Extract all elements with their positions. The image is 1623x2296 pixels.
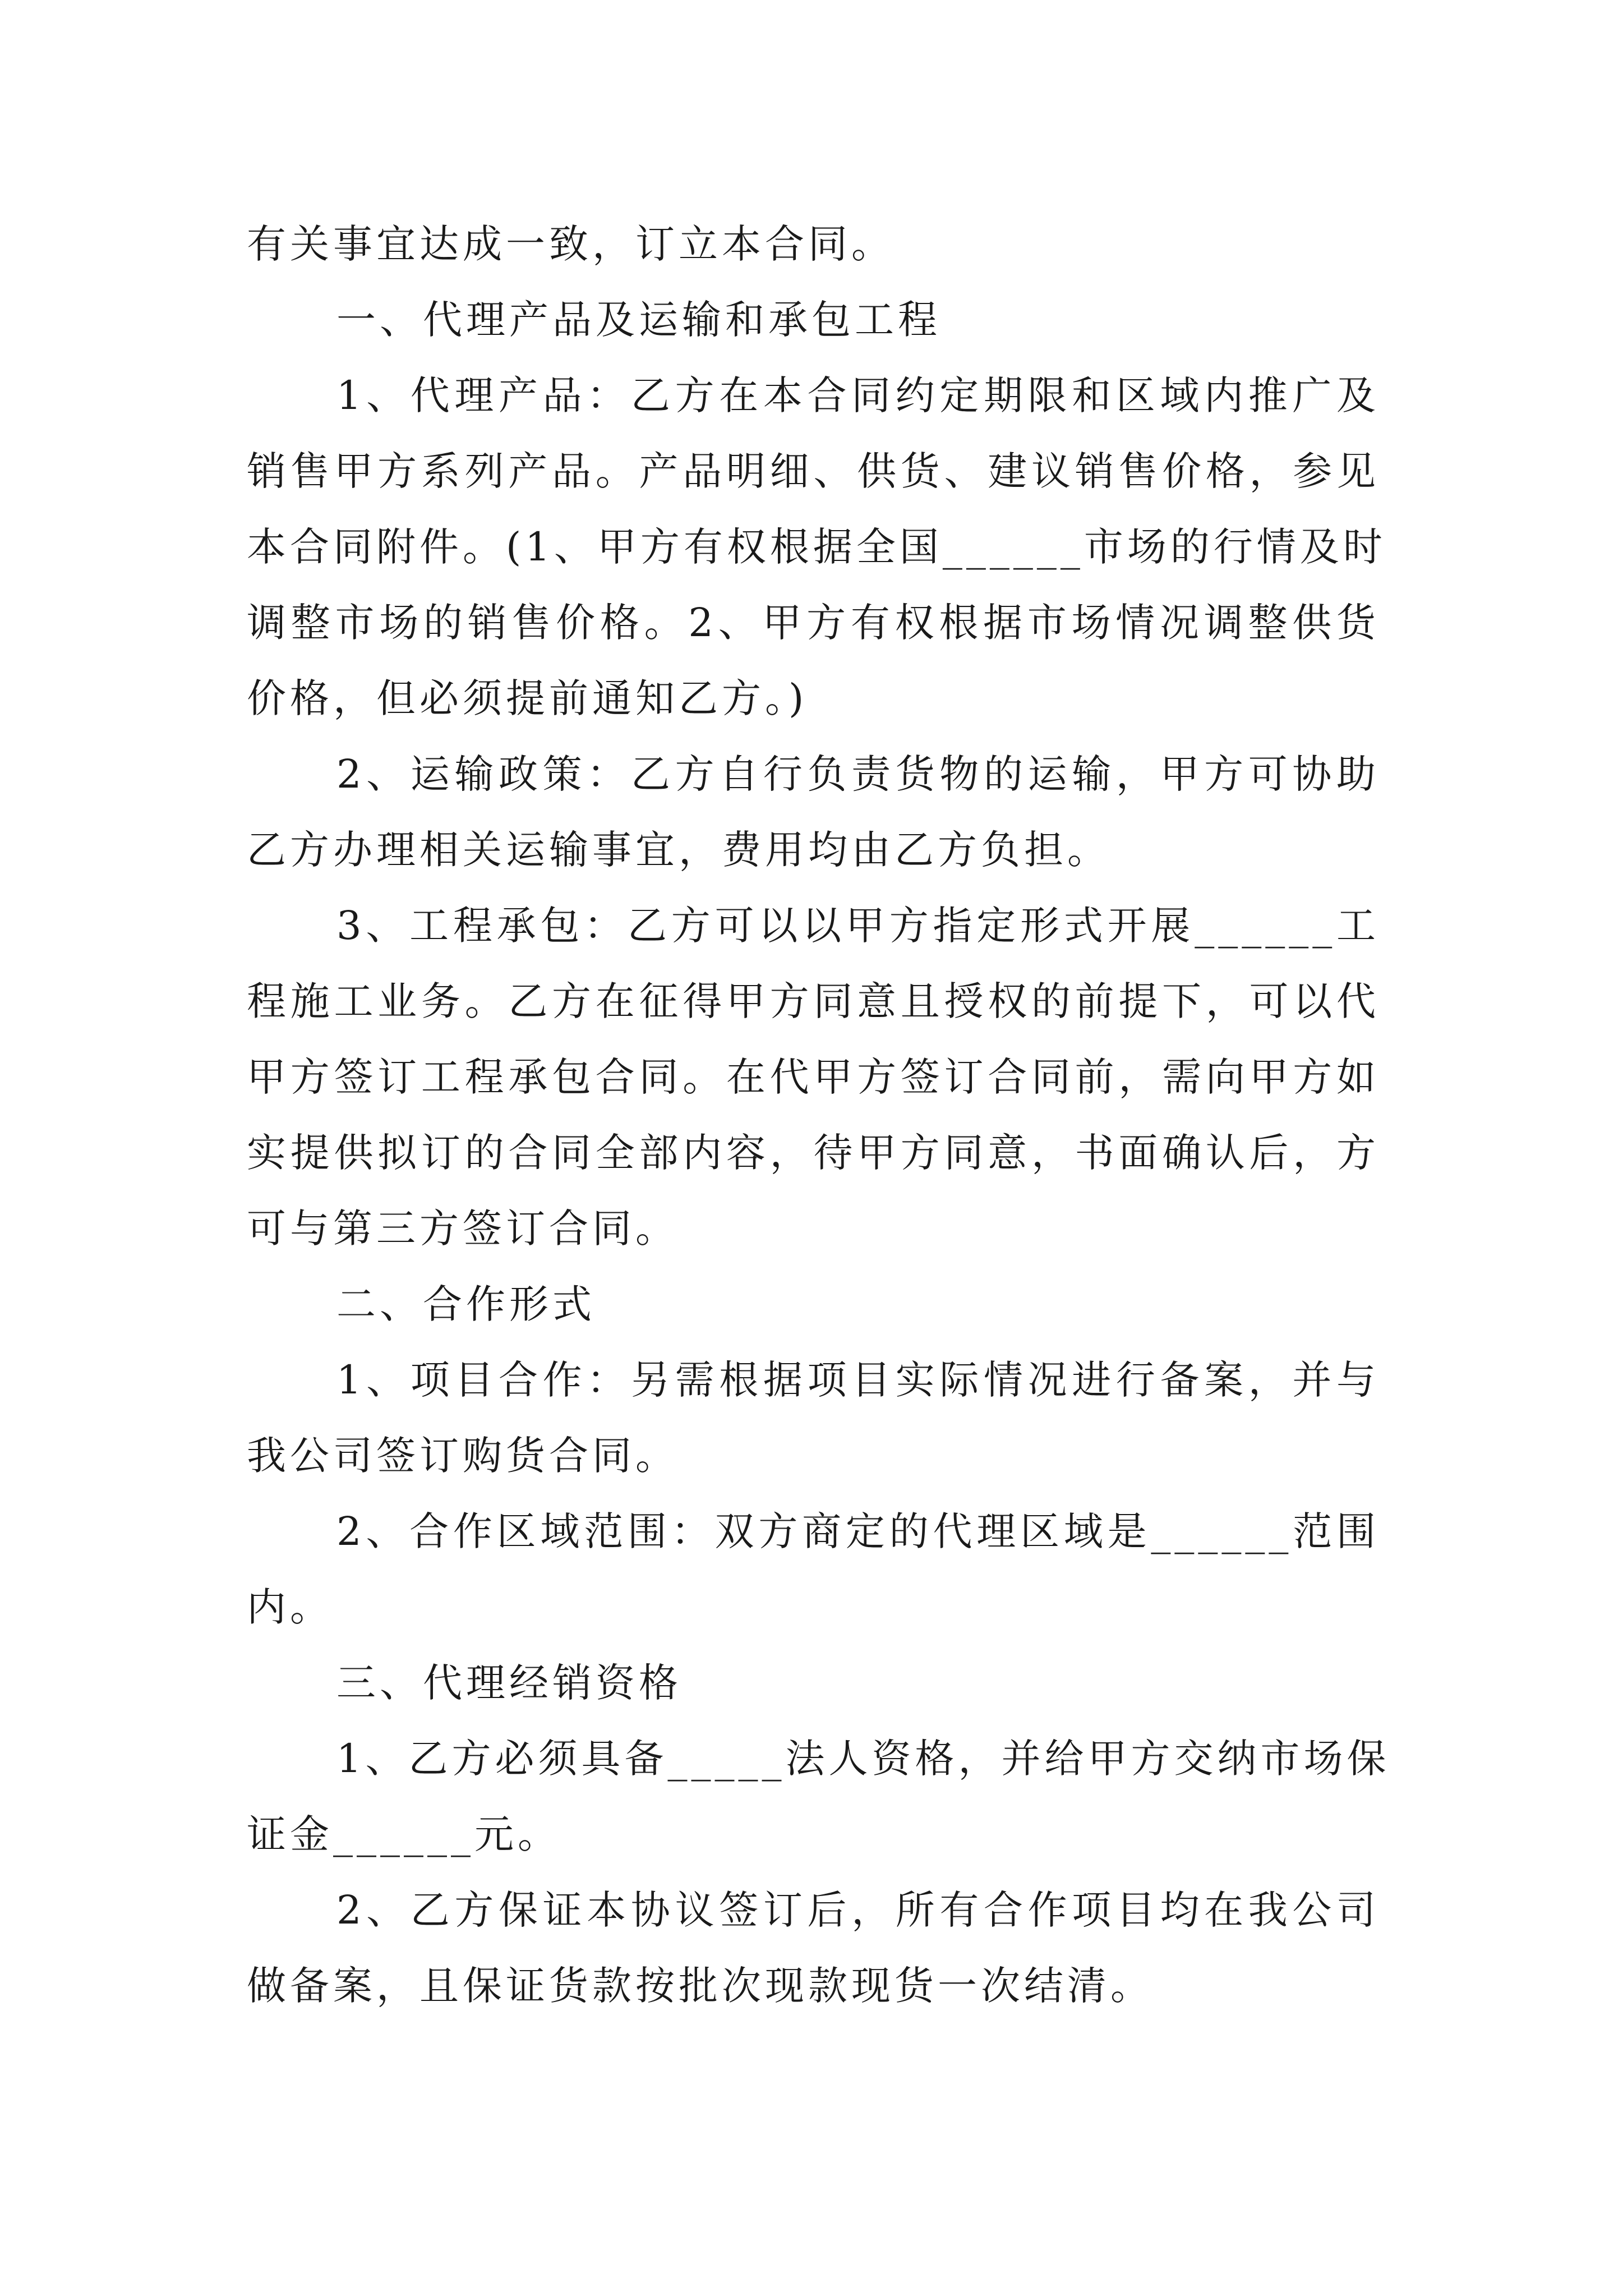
text-line: 调整市场的销售价格。2、甲方有权根据市场情况调整供货	[247, 600, 1380, 646]
text-line: 乙方办理相关运输事宜，费用均由乙方负担。	[247, 827, 1110, 873]
text-line: 1、乙方必须具备_____法人资格，并给甲方交纳市场保	[336, 1736, 1390, 1782]
text-line: 2、运输政策：乙方自行负责货物的运输，甲方可协助	[336, 751, 1380, 797]
text-line: 我公司签订购货合同。	[247, 1433, 679, 1479]
text-line: 有关事宜达成一致，订立本合同。	[247, 221, 895, 267]
text-line: 销售甲方系列产品。产品明细、供货、建议销售价格，参见	[247, 448, 1380, 494]
text-line: 甲方签订工程承包合同。在代甲方签订合同前，需向甲方如	[247, 1054, 1380, 1100]
text-line: 1、代理产品：乙方在本合同约定期限和区域内推广及	[336, 372, 1380, 418]
section-heading: 二、合作形式	[336, 1281, 596, 1327]
text-line: 程施工业务。乙方在征得甲方同意且授权的前提下，可以代	[247, 978, 1380, 1024]
text-line: 内。	[247, 1584, 333, 1630]
text-line: 3、工程承包：乙方可以以甲方指定形式开展______工	[336, 903, 1380, 949]
text-line: 本合同附件。(1、甲方有权根据全国______市场的行情及时	[247, 524, 1386, 570]
section-heading: 三、代理经销资格	[336, 1660, 682, 1706]
text-line: 1、项目合作：另需根据项目实际情况进行备案，并与	[336, 1357, 1380, 1403]
section-heading: 一、代理产品及运输和承包工程	[336, 297, 941, 343]
text-line: 2、合作区域范围：双方商定的代理区域是______范围	[336, 1508, 1380, 1554]
text-line: 做备案，且保证货款按批次现款现货一次结清。	[247, 1963, 1154, 2009]
text-line: 实提供拟订的合同全部内容，待甲方同意，书面确认后，方	[247, 1130, 1380, 1176]
text-line: 证金______元。	[247, 1811, 561, 1857]
text-line: 价格，但必须提前通知乙方。)	[247, 675, 808, 721]
text-line: 2、乙方保证本协议签订后，所有合作项目均在我公司	[336, 1887, 1380, 1933]
text-line: 可与第三方签订合同。	[247, 1205, 679, 1251]
